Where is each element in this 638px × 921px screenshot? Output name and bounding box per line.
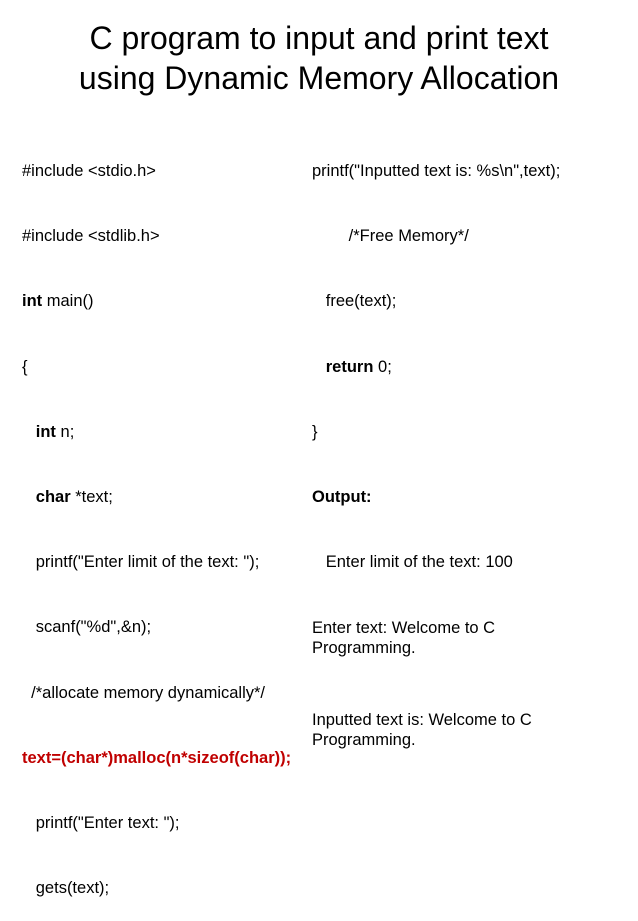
output-line-inputted: Inputted text is: Welcome to C Programming. (312, 711, 532, 750)
keyword-return: return (325, 357, 374, 376)
code-line-open-brace: { (22, 357, 28, 376)
code-text: n; (55, 422, 75, 441)
indent (312, 358, 326, 376)
title-line-1: C program to input and print text (89, 20, 549, 56)
code-comment-free-memory: /*Free Memory*/ (312, 227, 469, 246)
code-line-printf-inputted: printf("Inputted text is: %s\n",text); (312, 162, 561, 180)
code-line-close-brace: } (312, 422, 318, 441)
output-line-enter-text: Enter text: Welcome to C Programming. (312, 619, 496, 658)
code-line-malloc-highlight: text=(char*)malloc(n*sizeof(char)); (22, 748, 292, 767)
keyword-int: int (35, 422, 56, 441)
indent (22, 423, 36, 441)
code-text: main() (42, 292, 94, 311)
code-text: *text; (70, 487, 113, 506)
code-comment-allocate: /*allocate memory dynamically*/ (22, 683, 266, 702)
output-line-limit: Enter limit of the text: 100 (312, 553, 513, 572)
code-line-int-n (22, 419, 291, 446)
code-line-scanf: scanf("%d",&n); (22, 618, 152, 637)
code-line-printf-limit: printf("Enter limit of the text: "); (22, 553, 260, 572)
indent (22, 488, 36, 506)
code-left-column (22, 120, 291, 921)
output-heading (312, 484, 560, 511)
slide-title (0, 18, 638, 98)
code-line-main (22, 288, 291, 315)
code-line-gets: gets(text); (22, 879, 110, 898)
code-text: 0; (373, 357, 392, 376)
code-line-free: free(text); (312, 292, 397, 311)
code-line-include-stdio: #include <stdio.h> (22, 162, 156, 180)
title-line-2: using Dynamic Memory Allocation (78, 60, 560, 96)
code-line-printf-enter-text: printf("Enter text: "); (22, 813, 180, 832)
output-label: Output: (312, 487, 372, 506)
keyword-int: int (22, 292, 43, 311)
code-line-char-text (22, 484, 291, 511)
code-line-return (312, 354, 560, 381)
code-right-column (312, 120, 560, 769)
code-line-include-stdlib: #include <stdlib.h> (22, 227, 160, 246)
keyword-char: char (35, 487, 71, 506)
